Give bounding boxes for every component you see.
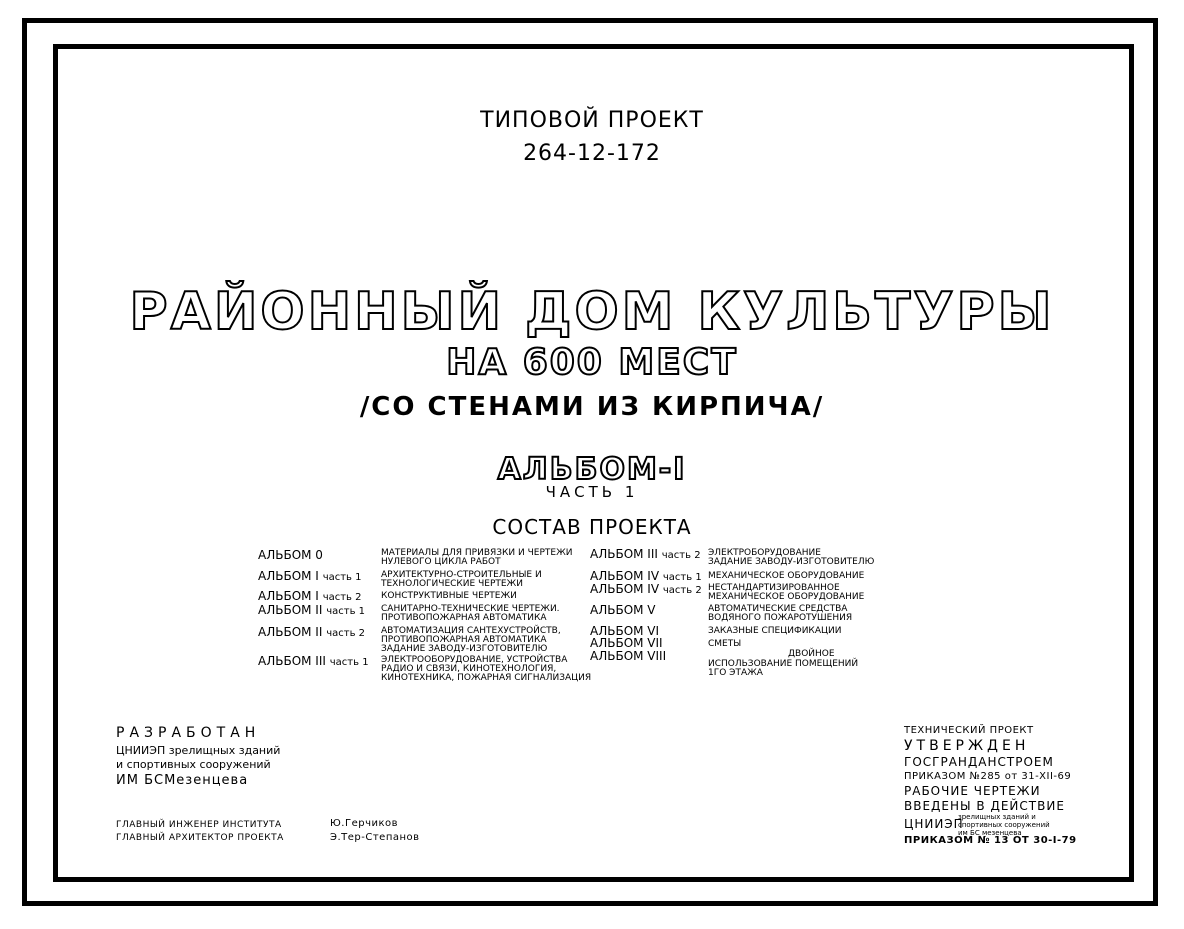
album-label: АЛЬБОМ VII <box>590 636 663 650</box>
list-item <box>590 636 663 650</box>
approval-subline: зрелищных зданий и <box>958 813 1036 821</box>
list-item <box>258 589 361 603</box>
album-title: АЛЬБОМ-I <box>497 452 687 487</box>
chief-engineer-name: Ю.Герчиков <box>330 818 399 829</box>
album-desc-line: АВТОМАТИЧЕСКИЕ СРЕДСТВА <box>708 604 848 614</box>
album-label: АЛЬБОМ I <box>258 589 319 603</box>
album-desc-line: САНИТАРНО-ТЕХНИЧЕСКИЕ ЧЕРТЕЖИ. <box>381 604 560 614</box>
list-item <box>590 603 656 617</box>
developer-line: ИМ БСМезенцева <box>116 773 249 788</box>
developer-line: и спортивных сооружений <box>116 758 271 771</box>
walls-subtitle: /СО СТЕНАМИ ИЗ КИРПИЧА/ <box>359 392 825 422</box>
developer-title: РАЗРАБОТАН <box>116 725 261 741</box>
album-part-label: часть 1 <box>326 606 366 617</box>
approval-line <box>958 813 1050 837</box>
album-desc-line: ПРОТИВОПОЖАРНАЯ АВТОМАТИКА <box>381 613 547 623</box>
album-label: АЛЬБОМ III <box>590 547 658 561</box>
album-desc-line: АРХИТЕКТУРНО-СТРОИТЕЛЬНЫЕ И <box>381 570 542 580</box>
album-desc-line: ПРОТИВОПОЖАРНАЯ АВТОМАТИКА <box>381 635 547 645</box>
list-item <box>258 569 361 583</box>
album-part-label: часть 2 <box>661 550 701 561</box>
album-desc-line: МАТЕРИАЛЫ ДЛЯ ПРИВЯЗКИ И ЧЕРТЕЖИ <box>381 548 573 558</box>
seats-subtitle: НА 600 МЕСТ <box>446 342 738 383</box>
album-label: АЛЬБОМ IV <box>590 582 660 596</box>
album-label: АЛЬБОМ 0 <box>258 548 323 562</box>
album-desc-line: ЗАДАНИЕ ЗАВОДУ-ИЗГОТОВИТЕЛЮ <box>381 644 548 654</box>
album-part-label: часть 1 <box>329 657 369 668</box>
album-label: АЛЬБОМ I <box>258 569 319 583</box>
album-label: АЛЬБОМ VI <box>590 624 660 638</box>
list-item <box>258 625 365 639</box>
approval-subline: спортивных сооружений <box>958 821 1050 829</box>
album-desc-line: ЗАКАЗНЫЕ СПЕЦИФИКАЦИИ <box>708 626 842 636</box>
list-item <box>590 547 701 561</box>
chief-architect-name: Э.Тер-Степанов <box>330 832 420 843</box>
album-desc-line: СМЕТЫ <box>708 639 742 649</box>
list-item <box>590 649 666 663</box>
album-desc-line: ЗАДАНИЕ ЗАВОДУ-ИЗГОТОВИТЕЛЮ <box>708 557 875 567</box>
project-label: ТИПОВОЙ ПРОЕКТ <box>480 108 704 133</box>
album-part-label: часть 1 <box>322 572 362 583</box>
chief-engineer-label: ГЛАВНЫЙ ИНЖЕНЕР ИНСТИТУТА <box>116 820 282 830</box>
album-desc-line: КИНОТЕХНИКА, ПОЖАРНАЯ СИГНАЛИЗАЦИЯ <box>381 673 592 683</box>
composition-heading: СОСТАВ ПРОЕКТА <box>492 515 692 539</box>
approval-line: ПРИКАЗОМ № 13 ОТ 30-I-79 <box>904 835 1077 846</box>
list-item <box>590 582 702 596</box>
album-label: АЛЬБОМ IV <box>590 569 660 583</box>
approval-line: УТВЕРЖДЕН <box>904 738 1030 754</box>
album-desc-line: НЕСТАНДАРТИЗИРОВАННОЕ <box>708 583 840 593</box>
album-desc-line: КОНСТРУКТИВНЫЕ ЧЕРТЕЖИ <box>381 591 517 601</box>
album-label: АЛЬБОМ III <box>258 654 326 668</box>
album-desc-line: ЭЛЕКТРОБОРУДОВАНИЕ <box>708 548 821 558</box>
album-desc-line: РАДИО И СВЯЗИ, КИНОТЕХНОЛОГИЯ, <box>381 664 557 674</box>
approval-line: ГОСГРАНДАНСТРОЕМ <box>904 755 1054 769</box>
album-desc-line: АВТОМАТИЗАЦИЯ САНТЕХУСТРОЙСТВ, <box>381 626 561 636</box>
album-part-label: часть 2 <box>322 592 362 603</box>
album-part-label: часть 2 <box>326 628 366 639</box>
album-desc-line: ЭЛЕКТРООБОРУДОВАНИЕ, УСТРОЙСТВА <box>381 655 568 665</box>
album-label: АЛЬБОМ V <box>590 603 656 617</box>
chief-architect-label: ГЛАВНЫЙ АРХИТЕКТОР ПРОЕКТА <box>116 833 284 843</box>
approval-subline: им БС мезенцева <box>958 829 1022 837</box>
album-desc-line: МЕХАНИЧЕСКОЕ ОБОРУДОВАНИЕ <box>708 571 865 581</box>
album-desc-line: МЕХАНИЧЕСКОЕ ОБОРУДОВАНИЕ <box>708 592 865 602</box>
approval-line: ВВЕДЕНЫ В ДЕЙСТВИЕ <box>904 799 1065 813</box>
album-desc-line: 1ГО ЭТАЖА <box>708 668 763 678</box>
list-item <box>590 569 702 583</box>
main-title: РАЙОННЫЙ ДОМ КУЛЬТУРЫ <box>129 282 1055 342</box>
approval-line: ЦНИИЭП <box>904 817 964 831</box>
album-label: АЛЬБОМ II <box>258 603 323 617</box>
album-desc-line: НУЛЕВОГО ЦИКЛА РАБОТ <box>381 557 501 567</box>
album-desc-line: ДВОЙНОЕ <box>788 649 835 659</box>
project-number: 264-12-172 <box>523 141 661 166</box>
list-item <box>258 654 369 668</box>
album-label: АЛЬБОМ VIII <box>590 649 667 663</box>
approval-line: ТЕХНИЧЕСКИЙ ПРОЕКТ <box>904 725 1034 736</box>
developer-line: ЦНИИЭП зрелищных зданий <box>116 744 281 757</box>
album-desc-line: ВОДЯНОГО ПОЖАРОТУШЕНИЯ <box>708 613 853 623</box>
approval-line: РАБОЧИЕ ЧЕРТЕЖИ <box>904 784 1041 798</box>
album-part: ЧАСТЬ 1 <box>545 483 639 501</box>
album-part-label: часть 1 <box>662 572 702 583</box>
list-item <box>258 548 323 562</box>
album-label: АЛЬБОМ II <box>258 625 323 639</box>
album-part-label: часть 2 <box>662 585 702 596</box>
list-item <box>258 603 365 617</box>
album-desc-line: ТЕХНОЛОГИЧЕСКИЕ ЧЕРТЕЖИ <box>381 579 523 589</box>
approval-line: ПРИКАЗОМ №285 от 31-XII-69 <box>904 771 1072 782</box>
album-desc-line: ИСПОЛЬЗОВАНИЕ ПОМЕЩЕНИЙ <box>708 659 859 669</box>
